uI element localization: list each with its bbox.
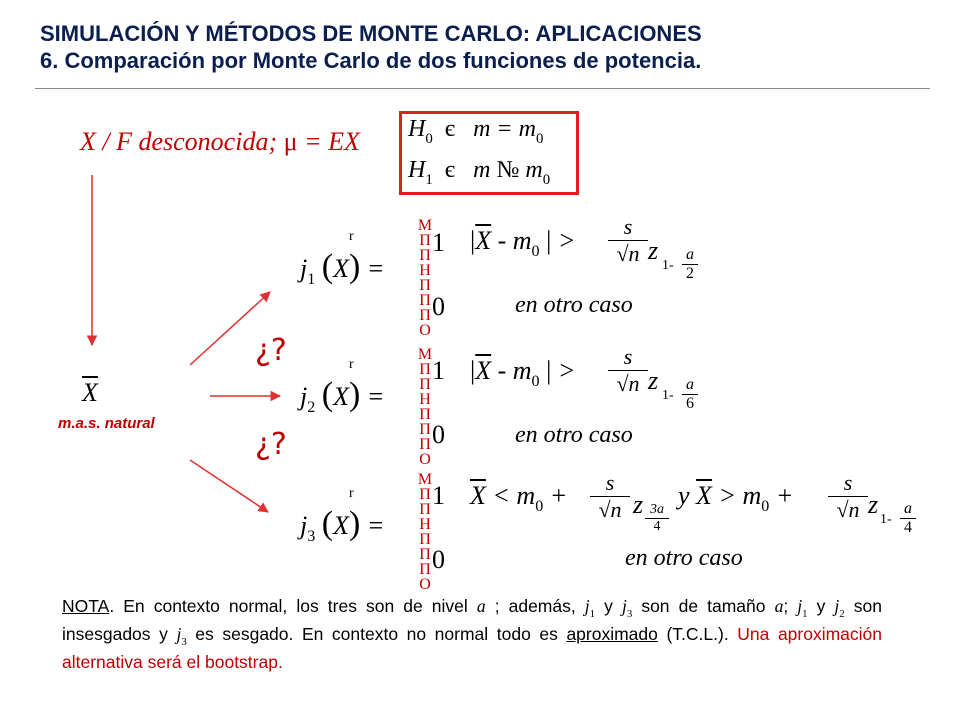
note-symbol-j3: $j_3$ [621,596,633,620]
brace-j1: M П П Н П П П О [417,217,433,339]
question-mark-2: ¿? [255,427,287,462]
test-j1-value-0: 0 [432,292,445,321]
title-line-1: SIMULACIÓN Y MÉTODOS DE MONTE CARLO: APLICACIONES [40,21,702,46]
arrow-to-j3 [190,460,268,512]
note-text-1: . En contexto normal, los tres son de nivel [109,596,477,616]
note-symbol-a2: a [774,596,784,616]
model-statement: X / F desconocida; μ = EX [80,127,360,156]
title-line-2: 6. Comparación por Monte Carlo de dos funciones de potencia. [40,48,702,73]
note-paragraph [62,594,882,675]
frac-s-n-3a: $\frac{s}{√n}$ [590,470,630,523]
note-symbol-j1: $j_1$ [584,596,596,620]
frac-3a-4: $\frac{3a}{4}$ [645,502,669,535]
quantile-z-3a: z [633,490,644,519]
test-j1-otherwise: en otro caso [515,292,633,318]
sample-mean: $\overline{X}$ [82,378,98,407]
frac-a-2: $\frac{a}{2}$ [682,246,698,283]
frac-s-n-1: $\frac{s}{√n}$ [608,214,648,267]
quantile-index-2: 1- [662,388,674,403]
note-symbol-j2: $j_2$ [834,596,845,620]
test-j1-lhs: $j_1$ (X) = [300,248,385,289]
test-j2-value-1: 1 [432,356,445,385]
test-j3-value-1: 1 [432,481,445,510]
vector-r-1: r [349,229,354,244]
test-j2-otherwise: en otro caso [515,422,633,448]
test-j2-value-0: 0 [432,420,445,449]
quantile-z-1: z [648,236,659,265]
note-bootstrap-remark: Una aproximación alternativa será el bootstrap. [62,624,883,672]
frac-a-6: $\frac{a}{6}$ [682,376,698,413]
sample-label: m.a.s. natural [58,415,155,432]
note-text-5: ; [783,596,798,616]
test-j3-value-0: 0 [432,545,445,574]
test-j3-lhs: $j_3$ (X) = [300,505,385,546]
test-j1-condition: $|\overline{X} - m_0$ | > [470,226,576,261]
note-symbol-j1b: $j_1$ [797,596,808,620]
vector-r-3: r [349,486,354,501]
test-j3-condition-right: y $\overline{X} > m_0$ + [678,481,794,516]
test-j3-condition-left: $\overline{X} < m_0$ + [470,481,568,516]
note-text-9: (T.C.L.). [657,624,738,644]
frac-s-n-3b: $\frac{s}{√n}$ [828,470,868,523]
null-hypothesis: $H_0$ є $m = m_0$ [408,116,544,147]
frac-s-n-2: $\frac{s}{√n}$ [608,344,648,397]
test-j1-value-1: 1 [432,228,445,257]
brace-j3: M П П Н П П П О [417,471,433,593]
note-text-4: son de tamaño [632,596,775,616]
test-j3-otherwise: en otro caso [625,545,743,571]
note-text-3: y [595,596,622,616]
quantile-index-3b: 1- [880,512,892,527]
note-text-8: es sesgado. En contexto no normal todo es [186,624,567,644]
note-text-7: son insesgados y [62,596,882,644]
note-label: NOTA [62,596,110,616]
alt-hypothesis: $H_1$ є m № $m_0$ [408,157,551,188]
frac-a-4: $\frac{a}{4}$ [900,500,916,537]
note-text-6: y [807,596,835,616]
quantile-index-1: 1- [662,258,674,273]
note-symbol-j3b: $j_3$ [176,624,187,648]
quantile-z-3b: z [868,490,879,519]
vector-r-2: r [349,357,354,372]
test-j2-condition: $|\overline{X} - m_0$ | > [470,356,576,391]
quantile-z-2: z [648,366,659,395]
test-j2-lhs: $j_2$ (X) = [300,376,385,417]
brace-j2: M П П Н П П П О [417,346,433,468]
note-symbol-a: a [476,596,486,616]
note-aproximado: aproximado [566,624,658,644]
note-text-2: ; además, [494,596,585,616]
question-mark-1: ¿? [255,333,287,368]
